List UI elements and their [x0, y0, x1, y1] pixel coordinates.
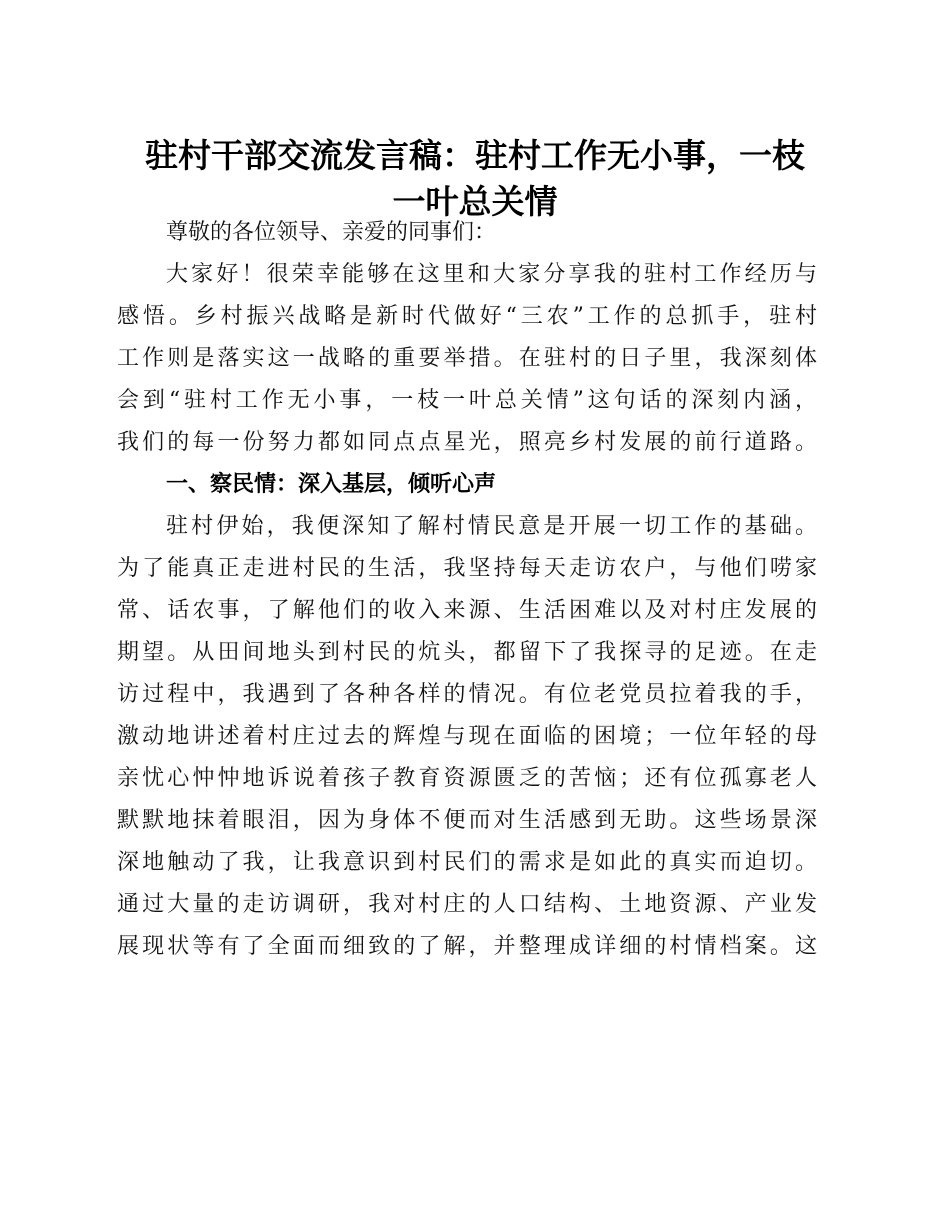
intro-line: 我们的每一份努力都如同点点星光，照亮乡村发展的前行道路。 — [117, 430, 817, 455]
body-line: 展现状等有了全面而细致的了解，并整理成详细的村情档案。这 — [117, 934, 817, 959]
document-title-line-2: 一叶总关情 — [392, 182, 558, 221]
body-line: 默默地抹着眼泪，因为身体不便而对生活感到无助。这些场景深 — [117, 808, 817, 833]
body-line: 期望。从田间地头到村民的炕头，都留下了我探寻的足迹。在走 — [117, 640, 817, 665]
intro-line: 工作则是落实这一战略的重要举措。在驻村的日子里，我深刻体 — [117, 346, 817, 371]
body-line: 亲忧心忡忡地诉说着孩子教育资源匮乏的苦恼；还有位孤寡老人 — [117, 766, 817, 791]
greeting: 尊敬的各位领导、亲爱的同事们： — [166, 220, 497, 245]
intro-line: 会到“驻村工作无小事，一枝一叶总关情”这句话的深刻内涵， — [117, 388, 817, 413]
body-line: 驻村伊始，我便深知了解村情民意是开展一切工作的基础。 — [166, 514, 817, 539]
body-line: 激动地讲述着村庄过去的辉煌与现在面临的困境；一位年轻的母 — [117, 724, 817, 749]
body-line: 常、话农事，了解他们的收入来源、生活困难以及对村庄发展的 — [117, 598, 817, 623]
intro-line: 感悟。乡村振兴战略是新时代做好“三农”工作的总抓手，驻村 — [117, 304, 817, 329]
document-title-line-1: 驻村干部交流发言稿：驻村工作无小事，一枝 — [145, 136, 805, 175]
body-line: 访过程中，我遇到了各种各样的情况。有位老党员拉着我的手， — [117, 682, 817, 707]
section-heading: 一、察民情：深入基层，倾听心声 — [166, 472, 497, 497]
body-line: 深地触动了我，让我意识到村民们的需求是如此的真实而迫切。 — [117, 850, 817, 875]
body-line: 通过大量的走访调研，我对村庄的人口结构、土地资源、产业发 — [117, 892, 817, 917]
intro-line: 大家好！很荣幸能够在这里和大家分享我的驻村工作经历与 — [166, 262, 817, 287]
body-line: 为了能真正走进村民的生活，我坚持每天走访农户，与他们唠家 — [117, 556, 817, 581]
